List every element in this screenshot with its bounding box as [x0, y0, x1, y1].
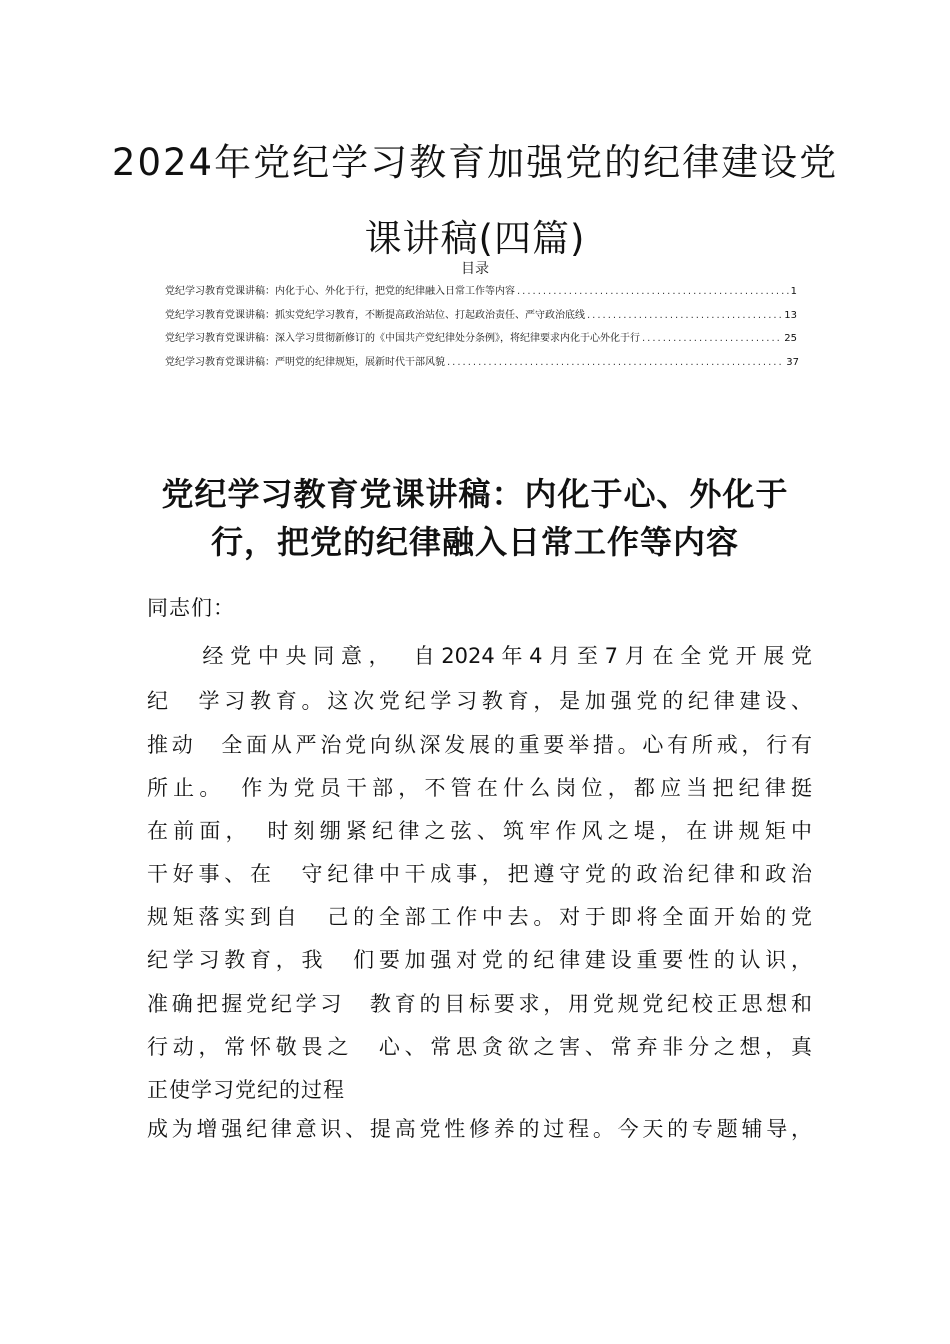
body-line: 行动，常怀敬畏之 心、常思贪欲之害、常弃非分之想，真 — [147, 1035, 812, 1059]
toc-leader-dots — [517, 286, 789, 297]
toc-entry-title: 党纪学习教育党课讲稿：内化于心、外化于行，把党的纪律融入日常工作等内容 — [165, 286, 515, 297]
toc-entry-title: 党纪学习教育党课讲稿：严明党的纪律规矩，展新时代干部风貌 — [165, 356, 445, 368]
toc-entry[interactable] — [165, 306, 797, 330]
document-title-line-2: 课讲稿(四篇) — [364, 217, 586, 260]
toc-entry-page: 25 — [784, 333, 797, 344]
body-line: 经党中央同意， 自2024年4月至7月在全党开展党 — [147, 644, 812, 668]
toc-entry[interactable] — [165, 282, 797, 306]
body-line: 在前面， 时刻绷紧纪律之弦、筑牢作风之堤，在讲规矩中 — [147, 819, 812, 843]
body-line: 规矩落实到自 己的全部工作中去。对于即将全面开始的党 — [147, 905, 812, 929]
body-line: 纪 学习教育。这次党纪学习教育，是加强党的纪律建设、 — [147, 689, 812, 713]
body-line: 推动 全面从严治党向纵深发展的重要举措。心有所戒，行有 — [147, 733, 812, 757]
toc-entry[interactable] — [165, 353, 799, 377]
toc-entry-title: 党纪学习教育党课讲稿：抓实党纪学习教育，不断提高政治站位、打起政治责任、严守政治底线 — [165, 309, 585, 321]
table-of-contents — [165, 282, 797, 376]
toc-entry[interactable] — [165, 329, 797, 353]
body-line: 所止。 作为党员干部，不管在什么岗位，都应当把纪律挺 — [147, 776, 812, 800]
document-title-line-1: 2024年党纪学习教育加强党的纪律建设党 — [111, 141, 839, 184]
body-line: 成为增强纪律意识、提高党性修养的过程。今天的专题辅导， — [147, 1117, 812, 1141]
body-line: 纪学习教育，我 们要加强对党的纪律建设重要性的认识， — [147, 948, 812, 972]
salutation: 同志们： — [147, 596, 235, 620]
toc-entry-title: 党纪学习教育党课讲稿：深入学习贯彻新修订的《中国共产党纪律处分条例》，将纪律要求内化于心外化于行 — [165, 333, 640, 344]
toc-leader-dots — [587, 310, 782, 321]
toc-entry-page: 1 — [790, 286, 797, 297]
body-line: 干好事、在 守纪律中干成事，把遵守党的政治纪律和政治 — [147, 862, 812, 886]
body-line: 准确把握党纪学习 教育的目标要求，用党规党纪校正思想和 — [147, 992, 812, 1016]
section-title: 党纪学习教育党课讲稿：内化于心、外化于行，把党的纪律融入日常工作等内容 — [161, 475, 789, 561]
body-line: 正使学习党纪的过程 — [147, 1078, 345, 1102]
toc-leader-dots — [447, 357, 784, 368]
toc-heading: 目录 — [461, 261, 489, 277]
toc-entry-page: 37 — [786, 356, 799, 368]
toc-entry-page: 13 — [784, 309, 797, 321]
toc-leader-dots — [642, 333, 782, 344]
